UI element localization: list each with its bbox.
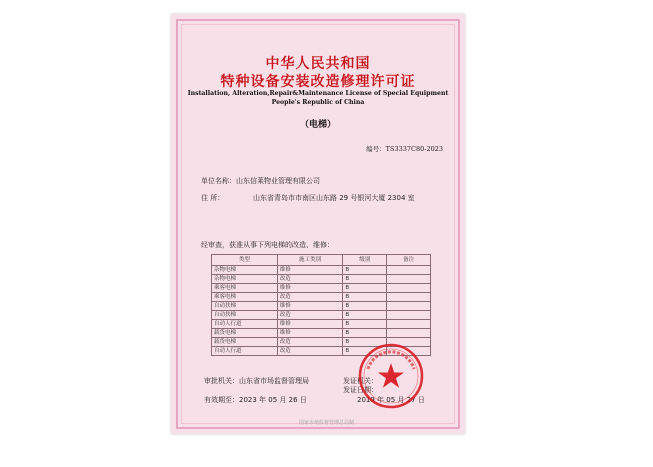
certificate-paper xyxy=(171,14,465,434)
serial-number xyxy=(366,144,443,153)
cell-type: 自动人行道 xyxy=(212,320,278,329)
cell-type: 自动人行道 xyxy=(212,347,278,356)
table-row xyxy=(212,266,431,275)
cell-category: 改造 xyxy=(277,311,343,320)
cell-category: 维修 xyxy=(277,284,343,293)
cell-category: 维修 xyxy=(277,320,343,329)
certificate-subtype: （电梯） xyxy=(299,120,336,130)
issue-org-label: 发证机关： xyxy=(343,377,378,385)
table-row xyxy=(212,302,431,311)
cell-grade: B xyxy=(343,293,387,302)
cell-type: 载货电梯 xyxy=(212,329,278,338)
table-row xyxy=(212,320,431,329)
unit-label: 单位名称： xyxy=(201,177,236,185)
cell-grade: B xyxy=(343,347,387,356)
cell-type: 杂物电梯 xyxy=(212,266,278,275)
serial-value: TS3337C80-2023 xyxy=(385,145,443,153)
cell-type: 杂物电梯 xyxy=(212,275,278,284)
title-cn-line1: 中华人民共和国 xyxy=(265,56,371,72)
approval-intro: 经审查，获准从事下列电梯的改造、维修： xyxy=(201,241,334,249)
address-line xyxy=(201,193,415,203)
approval-org-line xyxy=(204,376,309,386)
address-label: 住 所： xyxy=(201,194,225,202)
cell-category: 维修 xyxy=(277,302,343,311)
table-row xyxy=(212,275,431,284)
cell-category: 改造 xyxy=(277,275,343,284)
cell-remark xyxy=(387,293,431,302)
unit-value: 山东信莱物业管理有限公司 xyxy=(236,177,320,185)
cell-remark xyxy=(387,320,431,329)
cell-grade: B xyxy=(343,302,387,311)
cell-grade: B xyxy=(343,320,387,329)
cell-grade: B xyxy=(343,338,387,347)
address-value: 山东省青岛市市南区山东路 29 号银河大厦 2304 室 xyxy=(253,194,415,202)
cell-type: 自动扶梯 xyxy=(212,311,278,320)
footer-issuer: 国家市场监督管理总局制 xyxy=(298,420,354,426)
scope-table-header xyxy=(212,255,431,266)
header-grade: 级别 xyxy=(343,255,387,266)
table-row xyxy=(212,293,431,302)
cell-grade: B xyxy=(343,266,387,275)
issue-date-label: 发证日期： xyxy=(343,386,378,394)
cell-category: 维修 xyxy=(277,266,343,275)
approval-org-value: 山东省市场监督管理局 xyxy=(239,377,309,385)
title-en-line1: Installation, Alteration,Repair&Maintenance License of Special Equipment xyxy=(187,90,449,97)
cell-remark xyxy=(387,302,431,311)
title-en-line2: People's Republic of China xyxy=(271,99,365,106)
table-row xyxy=(212,311,431,320)
cell-grade: B xyxy=(343,329,387,338)
cell-category: 改造 xyxy=(277,338,343,347)
valid-until-line xyxy=(204,395,307,405)
cell-type: 乘客电梯 xyxy=(212,284,278,293)
table-row xyxy=(212,329,431,338)
cell-category: 改造 xyxy=(277,293,343,302)
cell-type: 自动扶梯 xyxy=(212,302,278,311)
cell-remark xyxy=(387,329,431,338)
valid-until-value: 2023 年 05 月 26 日 xyxy=(239,396,307,404)
serial-label: 编号： xyxy=(366,145,386,153)
table-row xyxy=(212,284,431,293)
unit-name-line xyxy=(201,176,320,186)
valid-until-label: 有效期至： xyxy=(204,396,239,404)
header-type: 类型 xyxy=(212,255,278,266)
cell-remark xyxy=(387,284,431,293)
cell-category: 改造 xyxy=(277,347,343,356)
cell-remark xyxy=(387,311,431,320)
header-work-category: 施工类别 xyxy=(277,255,343,266)
header-remark: 备注 xyxy=(387,255,431,266)
issue-date-value: 2019 年 05 月 27 日 xyxy=(357,396,425,404)
cell-type: 载货电梯 xyxy=(212,338,278,347)
approval-org-label: 审批机关： xyxy=(204,377,239,385)
cell-remark xyxy=(387,266,431,275)
cell-grade: B xyxy=(343,275,387,284)
title-cn-line2: 特种设备安装改造修理许可证 xyxy=(220,74,416,90)
cell-remark xyxy=(387,275,431,284)
cell-category: 维修 xyxy=(277,329,343,338)
cell-grade: B xyxy=(343,284,387,293)
cell-type: 乘客电梯 xyxy=(212,293,278,302)
official-seal-icon xyxy=(356,341,426,411)
cell-grade: B xyxy=(343,311,387,320)
